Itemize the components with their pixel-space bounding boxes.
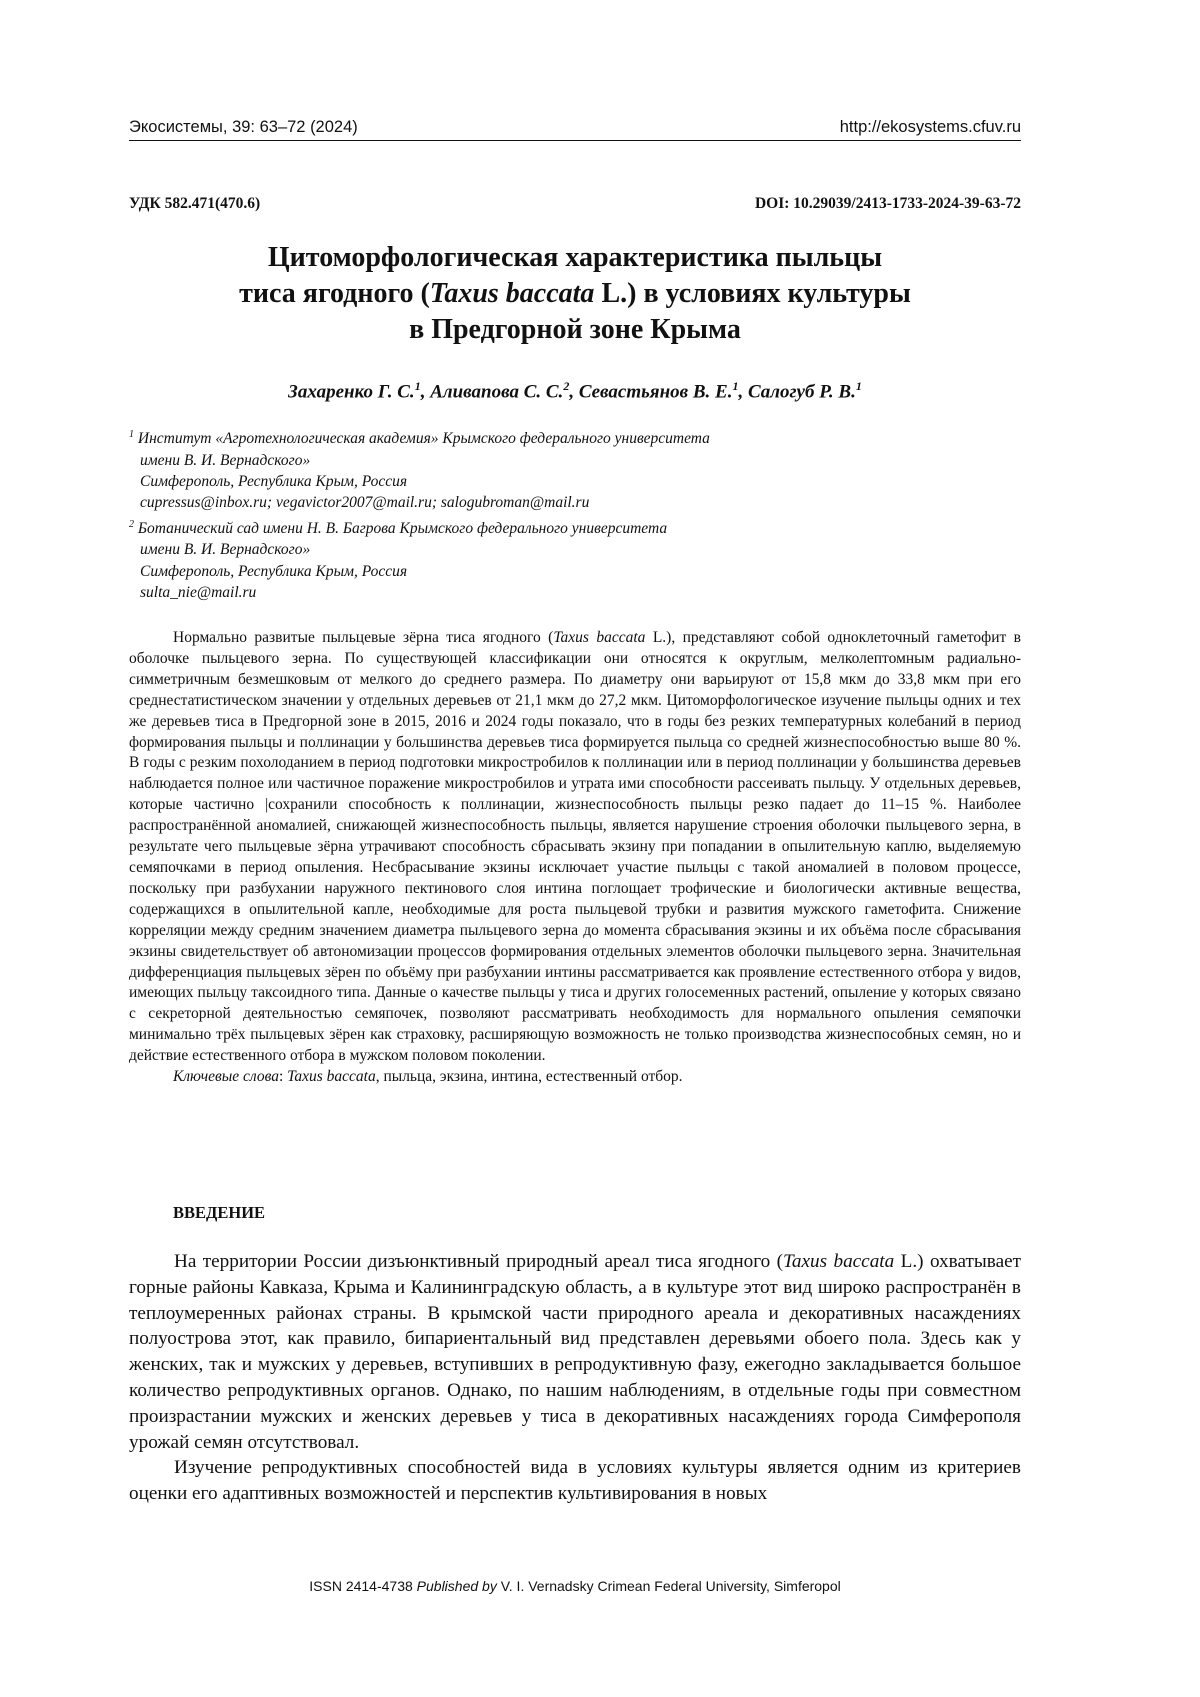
udk-code: УДК 582.471(470.6) (129, 195, 261, 212)
author-affil-sup: 1 (732, 379, 739, 393)
footer-issn: ISSN 2414-4738 (309, 1578, 417, 1594)
abstract-text-start: Нормально развитые пыльцевые зёрна тиса ягодного ( (173, 629, 554, 646)
affiliation-2-city: Симферополь, Республика Крым, Россия (140, 562, 408, 580)
journal-citation: Экосистемы, 39: 63–72 (2024) (129, 118, 358, 136)
author: Севастьянов В. Е. (578, 381, 733, 403)
title-text: L.) в условиях культуры (594, 278, 911, 309)
paragraph-species: Taxus baccata (782, 1251, 895, 1272)
author: Салогуб Р. В. (747, 381, 856, 403)
doi[interactable]: DOI: 10.29039/2413-1733-2024-39-63-72 (754, 195, 1021, 212)
author-affil-sup: 2 (563, 379, 570, 393)
affiliation-1-line (129, 424, 1021, 450)
footer-publisher: V. I. Vernadsky Crimean Federal University, Simferopol (496, 1578, 841, 1594)
keywords: Ключевые слова: Taxus baccata, пыльца, экзина, интина, естественный отбор. (173, 1068, 683, 1086)
affil-sup: 1 (129, 429, 134, 440)
header-rule (129, 140, 1021, 141)
meta-row (129, 194, 1021, 214)
title-line-2 (129, 276, 1021, 312)
intro-paragraph-1 (129, 1249, 1021, 1455)
page-footer (129, 1577, 1021, 1595)
title-line-3: в Предгорной зоне Крыма (409, 314, 741, 345)
title-species: Taxus baccata (429, 278, 595, 309)
section-heading-introduction: ВВЕДЕНИЕ (173, 1203, 266, 1222)
author: Аливапова С. С. (430, 381, 564, 403)
article-title (129, 240, 1021, 348)
affiliation-2-line (129, 514, 1021, 540)
affiliations (129, 424, 1021, 604)
author-affil-sup: 1 (414, 379, 421, 393)
paragraph-text: L.) охватывает горные районы Кавказа, Крыма и Калининградскую область, а в культуре этот вид широко распространён в теплоумеренных районах страны. В крымской части природного ареала и декоративных насаждениях полуострова этот, как правило, бипариентальный вид представлен деревьями обоего пола. Здесь как у женских, так и мужских у деревьев, вступивших в репродуктивную фазу, ежегодно закладывается большое количество репродуктивных органов. Однако, по нашим наблюдениям, в отдельные годы при совместном произрастании мужских и женских деревьев у тиса в декоративных насаждениях города Симферополя урожай семян отсутствовал. (129, 1251, 1021, 1453)
author-list: Захаренко Г. С.$^1$, Аливапова С. С.$^2$, Севастьянов В. Е.$^1$, Салогуб Р. В.$^1$ (288, 379, 862, 403)
affil-text: Институт «Агротехнологическая академия» Крымского федерального университета (137, 430, 710, 448)
abstract-species: Taxus baccata (553, 629, 646, 646)
paragraph-text: На территории России дизъюнктивный природный ареал тиса ягодного ( (174, 1251, 783, 1272)
affiliation-1-city: Симферополь, Республика Крым, Россия (140, 472, 408, 490)
keyword-species: Taxus baccata (287, 1068, 376, 1086)
abstract-text (129, 628, 1021, 1067)
journal-url[interactable]: http://ekosystems.cfuv.ru (839, 118, 1021, 136)
title-line-1: Цитоморфологическая характеристика пыльцы (267, 242, 883, 273)
keywords-list: , пыльца, экзина, интина, естественный отбор. (375, 1068, 683, 1086)
title-text: тиса ягодного ( (239, 278, 430, 309)
footer-published-by: Published by (416, 1578, 497, 1594)
affiliation-1-line: имени В. И. Вернадского» (140, 451, 311, 469)
keywords-label: Ключевые слова (173, 1068, 279, 1086)
author-affil-sup: 1 (855, 379, 862, 393)
running-header (129, 116, 1021, 138)
affil-sup: 2 (129, 518, 134, 530)
affiliation-2-line: имени В. И. Вернадского» (140, 541, 311, 559)
affiliation-1-emails[interactable]: cupressus@inbox.ru; vegavictor2007@mail.ru; salogubroman@mail.ru (140, 494, 590, 512)
abstract-text-rest: L.), представляют собой одноклеточный гаметофит в оболочке пыльцевого зерна. По существующей классификации они относятся к округлым, мелколептомным радиально-симметричным безмешковым от мелкого до среднего размера. По диаметру они варьируют от 15,8 мкм до 33,8 мкм при его среднестатистическом значении у отдельных деревьев от 21,1 мкм до 27,2 мкм. Цитоморфологическое изучение пыльцы одних и тех же деревьев тиса в Предгорной зоне в 2015, 2016 и 2024 годы показало, что в годы без резких температурных колебаний в период формирования пыльцы и поллинации у большинства деревьев тиса формируется пыльца со средней жизнеспособностью выше 80 %. В годы с резким похолоданием в период подготовки микростробилов к поллинации или в период поллинации у большинства деревьев наблюдается полное или частичное поражение микростробилов и утрата ими способности рассеивать пыльцу. У отдельных деревьев, которые частично |сохранили способность к поллинации, жизнеспособность пыльцы резко падает до 11–15 %. Наиболее распространённой аномалией, снижающей жизнеспособность пыльцы, является нарушение строения оболочки пыльцевого зерна, в результате чего пыльцевые зёрна утрачивают способность сбрасывать экзину при попадании в опылительную каплю, выделяемую семяпочками в период опыления. Несбрасывание экзины исключает участие пыльцы с такой аномалией в половом процессе, поскольку при разбухании наружного пектинового слоя интина поглощает трофические и биологически активные вещества, содержащихся в опылительной капле, необходимые для роста пыльцевой трубки и развития мужского гаметофита. Снижение корреляции между средним значением диаметра пыльцевого зерна до момента сбрасывания экзины и их объёма после сбрасывания экзины свидетельствует об автономизации процессов формирования отдельных элементов оболочки пыльцевого зерна. Значительная дифференциация пыльцевых зёрен по объёму при разбухании интины рассматривается как проявление естественного отбора у видов, имеющих пыльцу таксоидного типа. Данные о качестве пыльцы у тиса и других голосеменных растений, опыление у которых связано с секреторной деятельностью семяпочек, позволяют рассматривать необходимость для нормального опыления семяпочки минимально трёх пыльцевых зёрен как страховку, расширяющую возможность не только производства жизнеспособных семян, но и действие естественного отбора в мужском половом поколении. (129, 629, 1021, 1065)
abstract (129, 628, 1021, 1088)
affil-text: Ботанический сад имени Н. В. Багрова Крымского федерального университета (137, 519, 668, 537)
introduction-body (129, 1249, 1021, 1507)
author: Захаренко Г. С. (288, 381, 415, 403)
intro-paragraph-2: Изучение репродуктивных способностей вида в условиях культуры является одним из критериев оценки его адаптивных возможностей и перспектив культивирования в новых (129, 1457, 1021, 1505)
affiliation-2-email[interactable]: sulta_nie@mail.ru (140, 584, 257, 602)
